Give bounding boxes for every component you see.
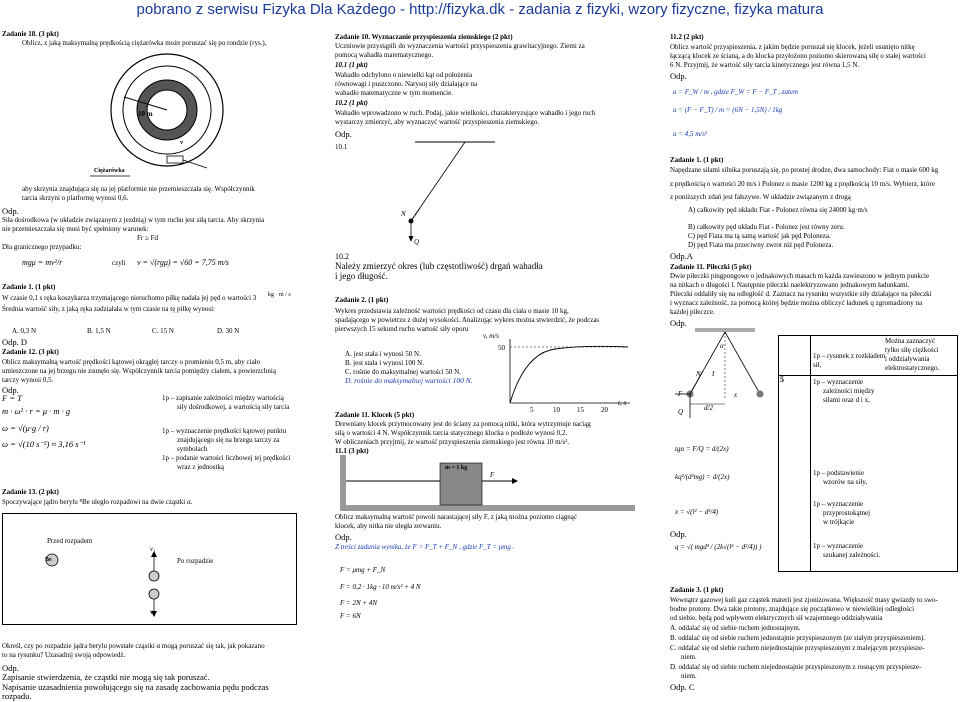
column-1 <box>2 30 302 701</box>
task3-text2: bodne protony. Dwa takie protony, znajdujące się początkowo w niewielkiej odległości <box>670 605 915 613</box>
task11-2-eq3: a = 4,5 m/s² <box>673 130 708 138</box>
x-label: x <box>734 391 738 399</box>
task2-title: Zadanie 2. (1 pkt) <box>335 296 389 304</box>
eq-coulomb: kq²/(d²mg) = d/(2x) <box>675 473 730 481</box>
tension-label: N <box>401 210 406 218</box>
task3-text1: Wewnątrz gazowej kuli gaz cząstek materii jest zjonizowana. Większość masy gwiazdy to swo- <box>670 596 938 604</box>
source-header[interactable]: pobrano z serwisu Fizyka Dla Każdego - http://fizyka.dk - zadania z fizyki, wzory fizyczne, fizyka matura <box>136 1 824 18</box>
score-p1: 1p – rysunek z rozkładem <box>813 352 886 360</box>
task10-2-ans1: Należy zmierzyć okres (lub częstotliwość) drgań wahadła <box>335 261 543 271</box>
task12-p2c: symbolach <box>177 445 208 453</box>
electric-force-label: F <box>678 390 683 398</box>
task11-2-title: 11.2 (2 pkt) <box>670 33 704 41</box>
task18-eq2: v = √(rgμ) = √60 = 7,75 m/s <box>137 258 229 267</box>
task11p-odp2: Odp. <box>670 529 687 539</box>
score-p1b: sił, <box>813 361 822 369</box>
task13-ans3: rozpadu. <box>2 691 32 701</box>
task1-opt-d[interactable]: D. 30 N <box>217 327 240 335</box>
graph-tick-15: 15 <box>577 406 584 414</box>
column-3 <box>670 30 958 690</box>
task12-odp: Odp. <box>2 385 19 395</box>
task13-after: Po rozpadzie <box>177 557 214 565</box>
task3-answer: Odp. C <box>670 682 695 692</box>
task12-eq4: ω = √(10 s⁻²) ≈ 3,16 s⁻¹ <box>2 439 86 449</box>
task11-eq3: F = 2N + 4N <box>340 599 378 607</box>
task12-title: Zadanie 12. (3 pkt) <box>2 348 59 356</box>
score-p3b: wzorów na siły, <box>823 478 868 486</box>
task11-eq1: F = μmg + F_N <box>340 566 386 574</box>
task12-p1a: 1p – zapisanie zależności między wartością <box>162 394 284 402</box>
truck-label: Ciężarówka <box>94 168 125 174</box>
task3-opt-d2: niem. <box>681 672 697 680</box>
score-p3a: 1p – podstawienie <box>813 469 864 477</box>
score-p2a: 1p – wyznaczenie <box>813 378 864 386</box>
task11-text1: Drewniany klocek przymocowany jest do ściany za pomocą nitki, która wytrzymuje naciąg <box>335 420 591 428</box>
note-1: Można zaznaczyć <box>885 337 935 345</box>
task11-eq2: F = 0,2 · 1kg · 10 m/s² + 4 N <box>340 583 421 591</box>
task18-ans1: Siła dośrodkowa (w układzie związanym z jezdnią) w tym ruchu jest siłą tarcia. Aby skrzynia <box>2 216 265 224</box>
task10-title: Zadanie 10. Wyznaczanie przyspieszenia ziemskiego (2 pkt) <box>335 33 513 41</box>
task11p-text3: Piłeczki oddaliły się na odległość d. Zaznacz na rysunku wszystkie siły działające na piłeczki <box>670 290 932 298</box>
block-diagram <box>340 455 635 513</box>
task3-opt-a[interactable]: A. oddalać się od siebie ruchem jednostajnym. <box>670 624 801 632</box>
radius-label: 10 m <box>138 110 153 118</box>
task1-answer: Odp. D <box>2 337 28 347</box>
task11-eq4: F = 6N <box>340 612 361 620</box>
task11-odp: Odp. <box>335 532 352 542</box>
task10-text2: pomocą wahadła matematycznego. <box>335 51 434 59</box>
task12-text3: tarczy wynosi 0,5. <box>2 376 54 384</box>
task3-opt-b[interactable]: B. oddalać się od siebie ruchem jednostajnie przyspieszonym (ze stałym przyspieszeniem). <box>670 634 926 642</box>
task2-text3: pierwszych 15 sekund ruchu wartość siły oporu <box>335 325 469 333</box>
block-mass-label: m = 1 kg <box>445 465 468 471</box>
graph-tick-5: 5 <box>530 406 534 414</box>
task11p-text2: na nitkach o długości l. Następnie piłeczki naelektryzowano jednakowym ładunkami. <box>670 281 910 289</box>
eq-tan: tgα = F/Q = d/(2x) <box>675 445 729 453</box>
note-4: elektrostatycznego. <box>885 364 940 372</box>
task13-q1: Określ, czy po rozpadzie jądra berylu powstałe cząstki α mogą poruszać się tak, jak pokazano <box>2 642 265 650</box>
beryllium-label: Be <box>45 557 52 563</box>
graph-tick-10: 10 <box>553 406 560 414</box>
task10-2-ans2: i jego długość. <box>335 271 388 281</box>
task12-p2a: 1p – wyznaczenie prędkości kątowej punktu <box>162 427 287 435</box>
graph-v-axis-label: v, m/s <box>483 332 499 340</box>
v-label: v <box>180 140 183 146</box>
zad1-text3: z poniższych zdań jest fałszywe. W układzie związanym z drogą <box>670 193 851 201</box>
task18-text: Oblicz, z jaką maksymalną prędkością ciężarówka może poruszać się po rondzie (rys.), <box>22 39 267 47</box>
task2-opt-c[interactable]: C. rośnie do maksymalnej wartości 50 N. <box>345 368 461 376</box>
task12-eq1: F = T <box>2 393 22 403</box>
zad1-opt-b[interactable]: B) całkowity pęd układu Fiat - Polonez jest równy zeru. <box>688 223 845 231</box>
task11p-odp: Odp. <box>670 318 687 328</box>
task10-1-text1: Wahadło odchylono o niewielki kąt od położenia <box>335 71 473 79</box>
task3-title: Zadanie 3. (1 pkt) <box>670 586 724 594</box>
task18-ans2: nie przemieszczała się musi być spełniony warunek: <box>2 225 149 233</box>
eq-x: x = √(l² − d²/4) <box>675 508 719 516</box>
task12-p1b: siły dośrodkowej, a wartością siły tarcia <box>177 403 290 411</box>
pendulum-diagram <box>395 138 505 258</box>
task11p-text4: i wyznacz zależność, za pomocą której będzie można obliczyć ładunek q zgromadzony na <box>670 299 923 307</box>
note-2: tylko siłę ciężkości <box>885 346 939 354</box>
score-p4a: 1p – wyznaczenie <box>813 500 864 508</box>
d2-label: d/2 <box>704 404 713 412</box>
task18-ans3: Dla granicznego przypadku: <box>2 243 82 251</box>
task10-2-label: 10.2 <box>335 252 349 261</box>
task13-ans2: Napisanie uzasadnienia powołującego się na zasadę zachowania pędu podczas <box>2 682 269 692</box>
task1-title: Zadanie 1. (1 pkt) <box>2 283 56 291</box>
score-p5b: szukanej zależności. <box>823 551 881 559</box>
task11-2-text3: 6 N. Przyjmij, że wartość siły tarcia kinetycznego jest równa 1,5 N. <box>670 61 860 69</box>
roundabout-diagram <box>82 52 242 182</box>
task1-unit: kg · m / s <box>268 292 291 298</box>
task18-text3: tarcia skrzyni o platformę wynosi 0,6. <box>22 194 129 202</box>
task13-before: Przed rozpadem <box>47 537 93 545</box>
task13-odp: Odp. <box>2 663 19 673</box>
task10-2-text1: Wahadło wprowadzono w ruch. Podaj, jakie wielkości, charakteryzujące wahadło i jego ruch <box>335 109 596 117</box>
balls-diagram <box>675 326 775 426</box>
task10-2-text2: wystarczy zmierzyć, aby wyznaczyć wartość przyspieszenia ziemskiego. <box>335 118 540 126</box>
task10-odp: Odp. <box>335 129 352 139</box>
task18-eq1: mgμ = mv²/r <box>22 258 63 267</box>
v1-label: v₁ <box>150 545 156 553</box>
column-2 <box>335 30 635 690</box>
task1-text: W czasie 0,1 s ręka koszykarza trzymającego nieruchomo piłkę nadała jej pęd o wartości 3 <box>2 294 257 302</box>
task1-opt-a[interactable]: A. 0,3 N <box>12 327 37 335</box>
task11-q1: Oblicz maksymalną wartość powoli narastającej siły F, z jaką można poziomo ciągnąć <box>335 513 578 521</box>
task11p-text5: każdej piłeczce. <box>670 308 715 316</box>
graph-t-axis-label: t, s <box>618 399 627 407</box>
task2-text1: Wykres przedstawia zależność wartości prędkości od czasu dla ciała o masie 10 kg, <box>335 307 569 315</box>
task18-title: Zadanie 18. (3 pkt) <box>2 30 59 38</box>
task10-2-title: 10.2 (1 pkt) <box>335 99 368 107</box>
task18-text2: aby skrzynia znajdująca się na jej platformie nie przemieszczała się. Współczynnik <box>22 185 255 193</box>
alpha-label: α <box>720 342 724 350</box>
task12-text2: umieszczone na jej brzegu nie zsunęło się. Współczynnik tarcia pomiędzy ciałem, a powierzchnią <box>2 367 276 375</box>
task11-q2: klocek, aby nitka nie uległa zerwaniu. <box>335 522 442 530</box>
task1-opt-b[interactable]: B. 1,5 N <box>87 327 111 335</box>
task11-2-eq2: a = (F − F_T) / m = (6N − 1,5N) / 1kg <box>673 106 783 114</box>
velocity-graph <box>500 335 635 413</box>
zad1-opt-a[interactable]: A) całkowity pęd układu Fiat - Polonez równa się 24000 kg·m/s <box>688 206 868 214</box>
decay-diagram <box>22 530 222 620</box>
task13-q2: to na rysunku? Uzasadnij swoją odpowiedź. <box>2 651 126 659</box>
task11-text3: W obliczeniach przyjmij, że wartość przyspieszenia ziemskiego jest równa 10 m/s². <box>335 438 570 446</box>
score-p4c: w trójkącie <box>823 518 855 526</box>
task11p-title: Zadanie 11. Piłeczki (5 pkt) <box>670 263 752 271</box>
task2-opt-a[interactable]: A. jest stała i wynosi 50 N. <box>345 350 421 358</box>
task3-opt-c1[interactable]: C. oddalać się od siebie ruchem niejednostajnie przyspieszonym z malejącym przyspiesze- <box>670 644 925 652</box>
task10-1-title: 10.1 (1 pkt) <box>335 61 368 69</box>
task12-p3a: 1p – podanie wartości liczbowej tej prędkości <box>162 454 291 462</box>
task13-text: Spoczywające jądro berylu ⁸Be uległo rozpadowi na dwie cząstki α. <box>2 498 193 506</box>
zad1-text2: z prędkością o wartości 20 m/s i Polonez o masie 1200 kg z prędkością 10 m/s. Wybierz, które <box>670 180 935 188</box>
task11p-text1: Dwie piłeczki pingpongowe o jednakowych masach m każda zawieszono w jednym punkcie <box>670 272 930 280</box>
task11-2-text2: łączącą klocek ze ścianą, a do klocka przyłożono poziomo skierowaną siłę o stałej wartości <box>670 52 926 60</box>
task1-text2: Średnia wartość siły, z jaką ręka zadziałała w tym czasie na tę piłkę wynosi: <box>2 305 215 313</box>
score-p2b: zależności między <box>823 387 875 395</box>
task3-text3: od siebie, będą pod wpływem elektrycznych sił wzajemnego oddziaływania <box>670 614 883 622</box>
task2-opt-b[interactable]: B. jest stała i wynosi 100 N. <box>345 359 424 367</box>
task11-2-odp: Odp. <box>670 71 687 81</box>
score-p4b: przyprostokątnej <box>823 509 871 517</box>
eq-q: q = √( mgd³ / (2k√(l² − d²/4)) ) <box>675 543 762 551</box>
weight-label: Q <box>678 408 684 416</box>
task12-text1: Oblicz maksymalną wartość prędkości kątowej okrągłej tarczy o promieniu 0,5 m, aby ciało <box>2 358 261 366</box>
task18-odp: Odp. <box>2 206 19 216</box>
task18-condition: Fr ≥ Fd <box>137 234 158 242</box>
graph-v50: 50 <box>498 344 505 352</box>
task10-text1: Uczniowie przystąpili do wyznaczenia wartości przyspieszenia grawitacyjnego. Ziemi za <box>335 42 585 50</box>
task12-eq3: ω = √(μ·g / r) <box>2 423 49 433</box>
graph-tick-20: 20 <box>601 406 608 414</box>
zad1-title: Zadanie 1. (1 pkt) <box>670 156 724 164</box>
total-points: 5 <box>780 375 784 384</box>
l-label: I <box>712 370 715 378</box>
task3-opt-d1[interactable]: D. oddalać się od siebie ruchem niejednostajnie przyspieszonym z rosnącym przyspiesze- <box>670 663 922 671</box>
task2-opt-d[interactable]: D. rośnie do maksymalnej wartości 100 N. <box>345 376 473 385</box>
task12-p2b: znajdującego się na brzegu tarczy za <box>177 436 280 444</box>
note-3: i oddziaływania <box>885 355 930 363</box>
task10-1-label: 10.1 <box>335 143 348 151</box>
zad1-opt-d[interactable]: D) pęd Fiata ma przeciwny zwrot niż pęd Poloneza. <box>688 241 834 249</box>
task13-ans1: Zapisanie stwierdzenia, że cząstki nie mogą się tak poruszać. <box>2 672 210 682</box>
task1-opt-c[interactable]: C. 15 N <box>152 327 174 335</box>
force-label: F <box>490 471 495 479</box>
task11-2-text1: Oblicz wartość przyspieszenia, z jakim będzie poruszał się klocek, jeżeli usunięto nitkę <box>670 43 915 51</box>
task3-opt-c2: niem. <box>681 653 697 661</box>
weight-label: Q <box>414 238 420 246</box>
v2-label: v₂ <box>150 608 156 616</box>
task18-czyli: czyli <box>112 259 126 267</box>
score-p2c: siłami oraz d i x, <box>823 396 870 404</box>
task11-1-title: 11.1 (3 pkt) <box>335 447 369 455</box>
task10-1-text3: wahadło matematyczne w tym momencie. <box>335 89 453 97</box>
tension-label: N <box>696 370 701 378</box>
zad1-opt-c[interactable]: C) pęd Fiata ma tą samą wartość jak pęd Poloneza. <box>688 232 831 240</box>
score-p5a: 1p – wyznaczenie <box>813 542 864 550</box>
task2-text2: spadającego w powietrzu z dużej wysokości. Analizując wykres można stwierdzić, że podczas <box>335 316 600 324</box>
zad1-text1: Napędzane siłami silnika poruszają się, po prostej drodze, dwa samochody: Fiat o masie 600 kg <box>670 166 939 174</box>
task11-ans1: Z treści zadania wynika, że F = F_T + F_N , gdzie F_T = μmg . <box>335 543 515 551</box>
task12-eq2: m · ω² · r = μ · m · g <box>2 406 71 416</box>
task12-p3b: wraz z jednostką <box>177 463 225 471</box>
zad1-answer: Odp.A <box>670 251 693 261</box>
task11-2-eq1: a = F_W / m , gdzie F_W = F − F_T , zatem <box>673 88 799 96</box>
task11-text2: siłą o wartości 4 N. Współczynnik tarcia statycznego klocka o podłoże wynosi 0,2. <box>335 429 568 437</box>
task10-1-text2: równowagi i puszczono. Narysuj siły działające na <box>335 80 478 88</box>
task13-title: Zadanie 13. (2 pkt) <box>2 488 59 496</box>
task11-title: Zadanie 11. Klocek (5 pkt) <box>335 411 415 419</box>
